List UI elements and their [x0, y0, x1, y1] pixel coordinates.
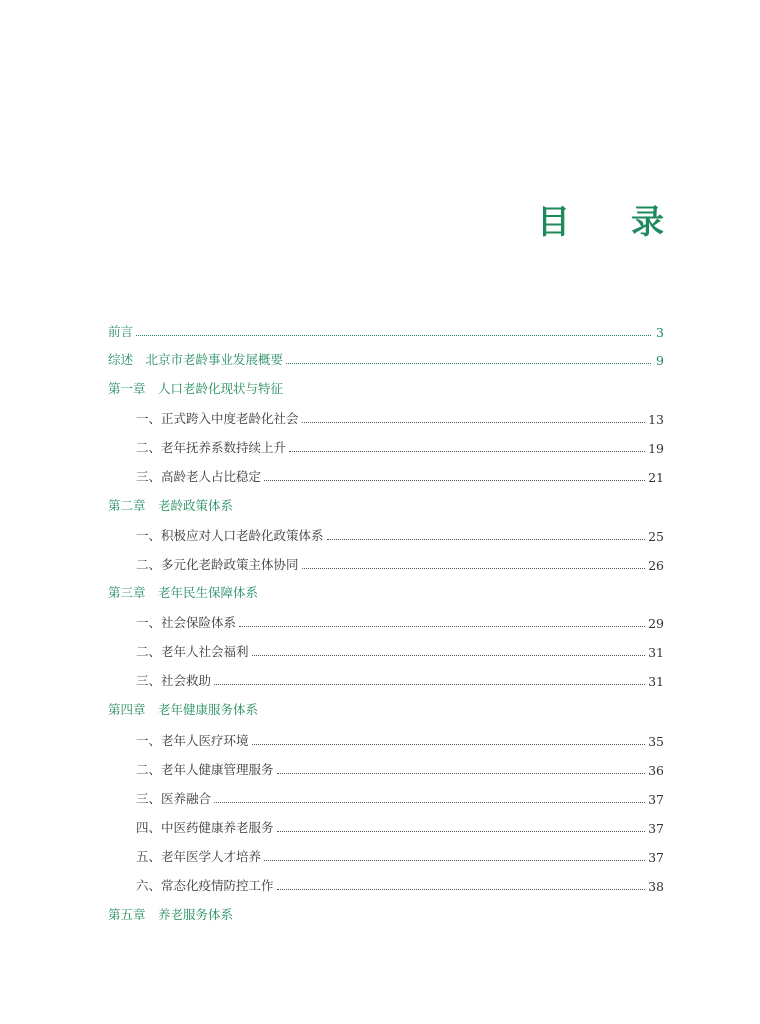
toc-entry-label: 综述 北京市老龄事业发展概要 — [108, 352, 284, 367]
toc-section-entry[interactable] — [136, 553, 664, 573]
toc-leader-dots — [214, 684, 645, 685]
toc-entry-label: 第五章 养老服务体系 — [108, 907, 234, 922]
toc-page-number: 37 — [648, 792, 664, 807]
toc-leader-dots — [277, 889, 646, 890]
toc-entry-label: 二、老年人社会福利 — [136, 644, 249, 659]
toc-section-entry[interactable] — [136, 640, 664, 660]
toc-leader-dots — [286, 363, 651, 364]
toc-section-entry[interactable] — [136, 669, 664, 689]
toc-leader-dots — [264, 860, 645, 861]
toc-entry-label: 第三章 老年民生保障体系 — [108, 585, 259, 600]
toc-entry-label: 四、中医药健康养老服务 — [136, 820, 274, 835]
toc-leader-dots — [289, 451, 645, 452]
toc-chapter-entry[interactable] — [108, 348, 664, 368]
toc-entry-label: 一、老年人医疗环境 — [136, 733, 249, 748]
toc-leader-dots — [239, 626, 645, 627]
toc-chapter-entry[interactable] — [108, 377, 664, 397]
toc-page-number: 31 — [648, 645, 664, 660]
toc-page-number: 36 — [648, 763, 664, 778]
toc-leader-dots — [327, 539, 646, 540]
toc-section-entry[interactable] — [136, 465, 664, 485]
toc-entry-label: 三、医养融合 — [136, 791, 212, 806]
toc-page-number: 35 — [648, 734, 664, 749]
toc-entry-label: 二、老年抚养系数持续上升 — [136, 440, 287, 455]
toc-leader-dots — [252, 655, 646, 656]
toc-page-number: 37 — [648, 821, 664, 836]
toc-section-entry[interactable] — [136, 758, 664, 778]
toc-page-number: 26 — [648, 558, 664, 573]
toc-chapter-entry[interactable] — [108, 320, 664, 340]
toc-section-entry[interactable] — [136, 611, 664, 631]
toc-section-entry[interactable] — [136, 845, 664, 865]
toc-section-entry[interactable] — [136, 524, 664, 544]
toc-page-number: 38 — [648, 879, 664, 894]
toc-section-entry[interactable] — [136, 436, 664, 456]
toc-page-number: 9 — [656, 353, 664, 368]
toc-page-number: 25 — [648, 529, 664, 544]
toc-entry-label: 二、多元化老龄政策主体协同 — [136, 557, 299, 572]
toc-entry-label: 二、老年人健康管理服务 — [136, 762, 274, 777]
toc-leader-dots — [264, 480, 645, 481]
toc-leader-dots — [214, 802, 645, 803]
toc-entry-label: 一、社会保险体系 — [136, 615, 237, 630]
toc-section-entry[interactable] — [136, 787, 664, 807]
toc-leader-dots — [302, 422, 646, 423]
toc-entry-label: 一、积极应对人口老龄化政策体系 — [136, 528, 324, 543]
toc-page-number: 13 — [648, 412, 664, 427]
toc-leader-dots — [136, 335, 651, 336]
toc-section-entry[interactable] — [136, 407, 664, 427]
toc-leader-dots — [302, 568, 646, 569]
toc-leader-dots — [277, 831, 646, 832]
toc-page-number: 37 — [648, 850, 664, 865]
toc-page-number: 21 — [648, 470, 664, 485]
toc-entry-label: 第二章 老龄政策体系 — [108, 498, 234, 513]
toc-entry-label: 三、高龄老人占比稳定 — [136, 469, 262, 484]
toc-entry-label: 前言 — [108, 324, 134, 339]
page-title: 目 录 — [537, 202, 678, 241]
toc-page-number: 29 — [648, 616, 664, 631]
toc-entry-label: 三、社会救助 — [136, 673, 212, 688]
toc-entry-label: 一、正式跨入中度老龄化社会 — [136, 411, 299, 426]
toc-entry-label: 第一章 人口老龄化现状与特征 — [108, 381, 284, 396]
toc-chapter-entry[interactable] — [108, 581, 664, 601]
toc-page-number: 19 — [648, 441, 664, 456]
toc-chapter-entry[interactable] — [108, 494, 664, 514]
toc-page-number: 31 — [648, 674, 664, 689]
toc-section-entry[interactable] — [136, 874, 664, 894]
toc-section-entry[interactable] — [136, 816, 664, 836]
toc-leader-dots — [277, 773, 646, 774]
toc-page-number: 3 — [656, 325, 664, 340]
toc-entry-label: 第四章 老年健康服务体系 — [108, 702, 259, 717]
toc-chapter-entry[interactable] — [108, 698, 664, 718]
toc-chapter-entry[interactable] — [108, 903, 664, 923]
toc-entry-label: 六、常态化疫情防控工作 — [136, 878, 274, 893]
toc-section-entry[interactable] — [136, 729, 664, 749]
toc-entry-label: 五、老年医学人才培养 — [136, 849, 262, 864]
toc-leader-dots — [252, 744, 646, 745]
